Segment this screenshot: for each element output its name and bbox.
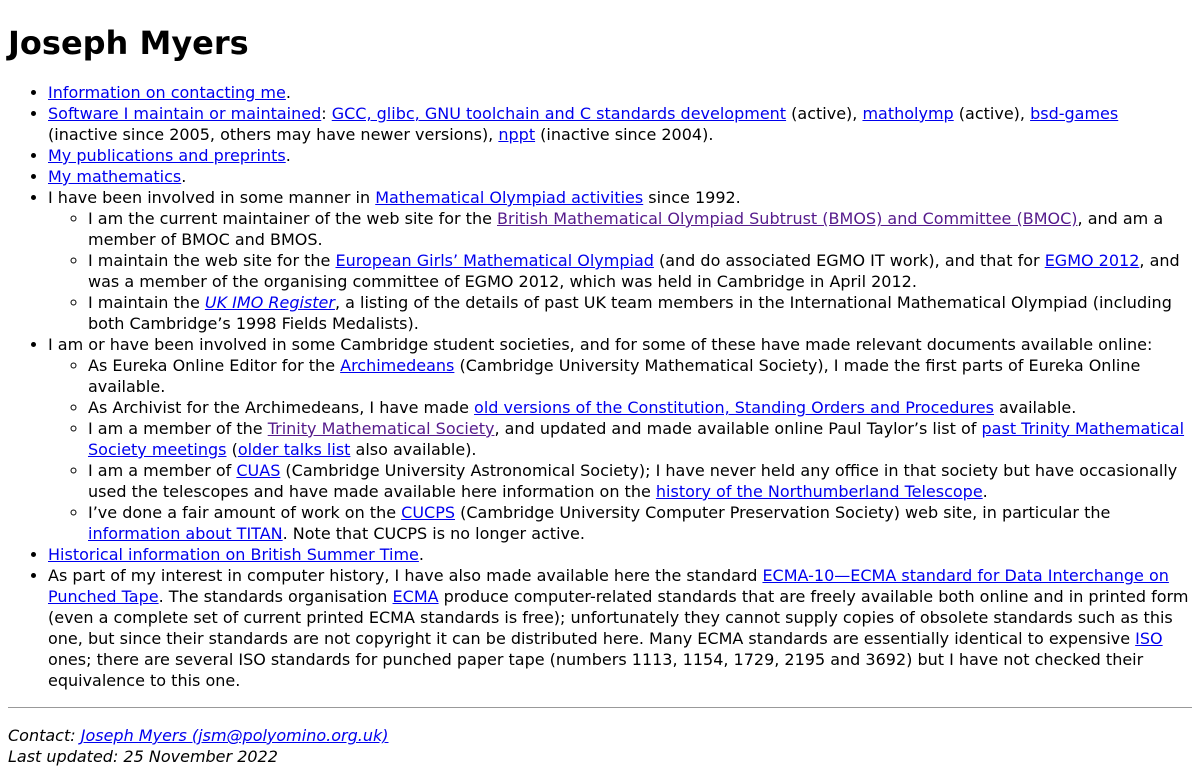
list-text: , a listing of the details of past UK team members in the International Mathematical Olympiad (including both Cambridge’s 1998 Fields Medalists). (88, 293, 1172, 333)
sublist-item-bmos (88, 208, 1192, 250)
list-text: I am a member of the (88, 419, 268, 438)
cuas-link[interactable]: CUAS (236, 461, 281, 480)
egmo-link[interactable]: European Girls’ Mathematical Olympiad (335, 251, 654, 270)
sublist-item-eureka (88, 355, 1192, 397)
egmo-2012-link[interactable]: EGMO 2012 (1044, 251, 1140, 270)
list-text: . (982, 482, 988, 501)
mathematics-link[interactable]: My mathematics (48, 167, 182, 186)
sublist-item-archivist (88, 397, 1192, 418)
sublist-item-trinity (88, 418, 1192, 460)
list-text: (active), (953, 104, 1031, 123)
list-text: I have been involved in some manner in (48, 188, 376, 207)
older-talks-link[interactable]: older talks list (237, 440, 351, 459)
list-text: , and updated and made available online Paul Taylor’s list of (494, 419, 982, 438)
list-text: As Archivist for the Archimedeans, I have made (88, 398, 475, 417)
list-text: I’ve done a fair amount of work on the (88, 503, 402, 522)
list-text: available. (993, 398, 1077, 417)
gcc-link[interactable]: GCC, glibc, GNU toolchain and C standards development (331, 104, 787, 123)
titan-info-link[interactable]: information about TITAN (88, 524, 283, 543)
list-item-publications (48, 145, 1192, 166)
software-link[interactable]: Software I maintain or maintained (48, 104, 322, 123)
divider (8, 707, 1192, 708)
olympiad-activities-link[interactable]: Mathematical Olympiad activities (375, 188, 644, 207)
last-updated: Last updated: 25 November 2022 (8, 747, 278, 766)
footer-address (8, 725, 1192, 767)
list-text: I maintain the web site for the (88, 251, 336, 270)
list-text: I am or have been involved in some Cambridge student societies, and for some of these have made relevant documents available online: (48, 335, 1153, 354)
list-text: also available). (350, 440, 477, 459)
ecma-link[interactable]: ECMA (392, 587, 439, 606)
list-text: (and do associated EGMO IT work), and that for (653, 251, 1045, 270)
list-item-mathematics (48, 166, 1192, 187)
list-text: . (181, 167, 187, 186)
northumberland-telescope-link[interactable]: history of the Northumberland Telescope (655, 482, 983, 501)
main-list (8, 82, 1192, 691)
constitution-link[interactable]: old versions of the Constitution, Standing Orders and Procedures (474, 398, 994, 417)
list-item-bst (48, 544, 1192, 565)
list-text: : (321, 104, 332, 123)
list-text: ones; there are several ISO standards for punched paper tape (numbers 1113, 1154, 1729, 2195 and 3692) but I have not checked their equivalence to this one. (48, 650, 1144, 690)
page (0, 24, 1200, 767)
sublist-item-cucps (88, 502, 1192, 544)
list-text: As Eureka Online Editor for the (88, 356, 341, 375)
list-text: , and was a member of the organising committee of EGMO 2012, which was held in Cambridge in April 2012. (88, 251, 1180, 291)
list-item-olympiad (48, 187, 1192, 334)
cucps-link[interactable]: CUCPS (401, 503, 456, 522)
list-text: since 1992. (643, 188, 741, 207)
uk-imo-register-title: UK IMO Register (204, 293, 335, 312)
list-item-software (48, 103, 1192, 145)
list-text: (inactive since 2005, others may have newer versions), (48, 125, 499, 144)
trinity-meetings-link[interactable]: past Trinity Mathematical Society meetings (88, 419, 1185, 459)
list-item-ecma (48, 565, 1192, 691)
iso-link[interactable]: ISO (1135, 629, 1163, 648)
contact-label: Contact: (8, 726, 81, 745)
societies-sublist (48, 355, 1192, 544)
list-item-societies (48, 334, 1192, 544)
sublist-item-imo (88, 292, 1192, 334)
list-text: As part of my interest in computer history, I have also made available here the standard (48, 566, 763, 585)
publications-link[interactable]: My publications and preprints (48, 146, 286, 165)
list-text: (inactive since 2004). (535, 125, 714, 144)
list-text: ( (226, 440, 238, 459)
bsd-games-link[interactable]: bsd-games (1030, 104, 1119, 123)
list-text: . (285, 146, 291, 165)
list-item-contact (48, 82, 1192, 103)
list-text: (Cambridge University Mathematical Society), I made the first parts of Eureka Online available. (88, 356, 1141, 396)
list-text: I am the current maintainer of the web site for the (88, 209, 498, 228)
sublist-item-cuas (88, 460, 1192, 502)
archimedeans-link[interactable]: Archimedeans (340, 356, 455, 375)
list-text: . The standards organisation (158, 587, 393, 606)
page-title: Joseph Myers (8, 24, 249, 62)
nppt-link[interactable]: nppt (498, 125, 536, 144)
matholymp-link[interactable]: matholymp (862, 104, 954, 123)
list-text: (Cambridge University Computer Preservation Society) web site, in particular the (455, 503, 1111, 522)
list-text: . (285, 83, 291, 102)
sublist-item-egmo (88, 250, 1192, 292)
list-text: (active), (786, 104, 863, 123)
trinity-society-link[interactable]: Trinity Mathematical Society (267, 419, 495, 438)
british-summer-time-link[interactable]: Historical information on British Summer Time (48, 545, 419, 564)
list-text: . Note that CUCPS is no longer active. (282, 524, 585, 543)
olympiad-sublist (48, 208, 1192, 334)
list-text: (Cambridge University Astronomical Society); I have never held any office in that society but have occasionally used the telescopes and have made available here information on the (88, 461, 1178, 501)
uk-imo-register-link[interactable] (205, 293, 335, 312)
ecma-10-link[interactable]: ECMA-10—ECMA standard for Data Interchange on Punched Tape (48, 566, 1169, 606)
list-text: I am a member of (88, 461, 237, 480)
list-text: , and am a member of BMOC and BMOS. (88, 209, 1164, 249)
list-text: . (418, 545, 424, 564)
list-text: produce computer-related standards that are freely available both online and in printed form (even a complete set of current printed ECMA standards is free); unfortunately they cannot supply copies of obsolete standards such as this one, but since their standards are not copyright it can be distributed here. Many ECMA standards are essentially identical to expensive (48, 587, 1189, 648)
contact-email-link[interactable]: Joseph Myers (jsm@polyomino.org.uk) (80, 726, 389, 745)
list-text: I maintain the (88, 293, 205, 312)
contact-info-link[interactable]: Information on contacting me (48, 83, 286, 102)
bmos-link[interactable]: British Mathematical Olympiad Subtrust (BMOS) and Committee (BMOC) (497, 209, 1078, 228)
